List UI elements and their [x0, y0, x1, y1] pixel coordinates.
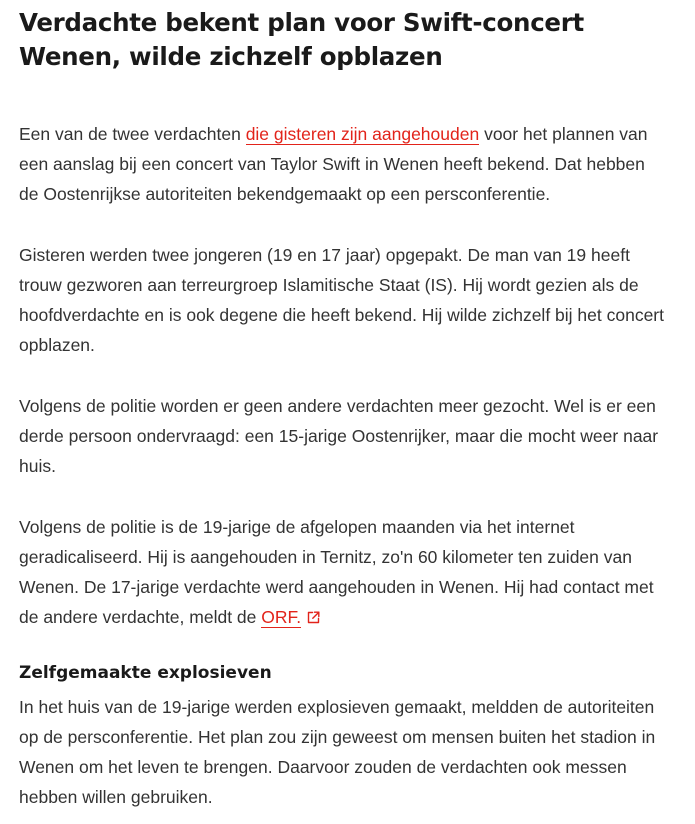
external-link-icon[interactable] [307, 611, 320, 624]
paragraph-5: In het huis van de 19-jarige werden explosieven gemaakt, meldden de autoriteiten op de persconferentie. Het plan zou zijn geweest om mensen buiten het stadion in Wenen om het leven te brengen. Daarvoor zouden de verdachten ook messen hebben willen gebruiken. [19, 697, 656, 807]
paragraph-3: Volgens de politie worden er geen andere verdachten meer gezocht. Wel is er een derde persoon ondervraagd: een 15-jarige Oostenrijker, maar die mocht weer naar huis. [19, 396, 659, 476]
arrested-link[interactable]: die gisteren zijn aangehouden [245, 124, 480, 144]
paragraph-2: Gisteren werden twee jongeren (19 en 17 jaar) opgepakt. De man van 19 heeft trouw gezworen aan terreurgroep Islamitische Staat (IS). Hij wordt gezien als de hoofdverdachte en is ook degene die heeft bekend. Hij wilde zichzelf bij het concert opblazen. [19, 245, 664, 355]
section-heading: Zelfgemaakte explosieven [19, 663, 272, 683]
paragraph-1-text-before: Een van de twee verdachten [19, 124, 246, 144]
paragraph-4-text: Volgens de politie is de 19-jarige de afgelopen maanden via het internet geradicaliseerd. Hij is aangehouden in Ternitz, zo'n 60 kilometer ten zuiden van Wenen. De 17-jarige verdachte werd aangehouden in Wenen. Hij had contact met de andere verdachte, meldt de [19, 517, 654, 627]
paragraph-4 [19, 512, 669, 632]
paragraph-1 [19, 119, 669, 209]
paragraph-1-text-after: voor het plannen van een aanslag bij een concert van Taylor Swift in Wenen heeft bekend. Dat hebben de Oostenrijkse autoriteiten bekendgemaakt op een persconferentie. [19, 124, 648, 204]
article-title: Verdachte bekent plan voor Swift-concert Wenen, wilde zichzelf opblazen [19, 8, 584, 71]
orf-link[interactable]: ORF. [261, 607, 302, 627]
